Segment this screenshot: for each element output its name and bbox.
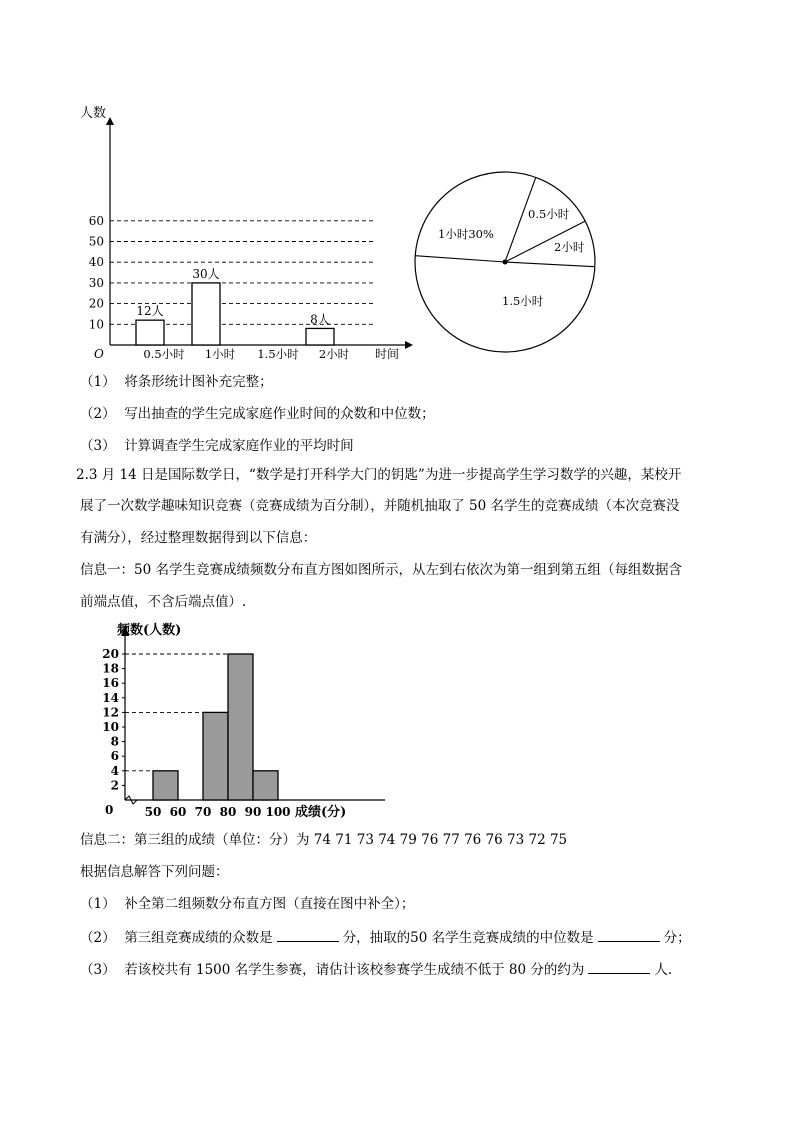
y-tick-20: 20	[88, 296, 104, 311]
q1-item-2: （2） 写出抽查的学生完成家庭作业时间的众数和中位数；	[80, 406, 435, 422]
pie-chart-study-time	[410, 165, 600, 355]
y-tick-20: 20	[102, 647, 119, 661]
origin-label: 0	[105, 803, 114, 817]
x-tick-70: 70	[194, 805, 212, 819]
bar-0	[136, 320, 164, 345]
answer-blank-median[interactable]	[598, 927, 660, 942]
slice-label-3: 1.5小时	[502, 294, 544, 308]
pie-center	[503, 260, 508, 265]
x-tick-80: 80	[219, 805, 237, 819]
y-tick-40: 40	[88, 255, 104, 270]
y-tick-10: 10	[88, 317, 104, 332]
slice-label-0: 1小时30%	[438, 227, 494, 241]
q2-sub-1: （1） 补全第二组频数分布直方图（直接在图中补全）；	[80, 896, 415, 912]
q1-item-3: （3） 计算调查学生完成家庭作业的平均时间	[80, 438, 354, 454]
q2-intro-line-3: 有满分），经过整理数据得到以下信息：	[80, 530, 317, 546]
q2-sub-2: （2） 第三组竞赛成绩的众数是 分，抽取的50 名学生竞赛成绩的中位数是 分；	[80, 927, 691, 947]
answer-blank-count[interactable]	[588, 959, 650, 974]
y-axis-label: 人数	[80, 106, 107, 121]
bar-label-3: 8人	[310, 312, 330, 327]
bar-chart-study-time	[70, 95, 415, 365]
y-tick-16: 16	[102, 676, 119, 691]
x-tick-1: 1小时	[204, 347, 236, 361]
q2-intro-line-2: 展了一次数学趣味知识竞赛（竞赛成绩为百分制），并随机抽取了 50 名学生的竞赛成绩（本次竞赛没	[80, 498, 680, 514]
y-tick-12: 12	[102, 705, 119, 720]
q1-item-1: （1） 将条形统计图补充完整；	[80, 374, 273, 390]
y-tick-10: 10	[102, 720, 119, 734]
x-tick-2: 1.5小时	[257, 347, 299, 361]
x-axis-label: 成绩(分)	[295, 805, 347, 820]
origin-label: O	[94, 347, 104, 361]
x-tick-0: 0.5小时	[143, 347, 185, 361]
y-tick-14: 14	[102, 690, 119, 705]
bar-label-0: 12人	[136, 304, 164, 319]
x-tick-60: 60	[169, 805, 187, 819]
q2-sub-3: （3） 若该校共有 1500 名学生参赛，请估计该校参赛学生成绩不低于 80 分的约为 人.	[80, 959, 672, 979]
q2-intro-line-1: 2.3 月 14 日是国际数学日，“数学是打开科学大门的钥匙”为进一步提高学生学习数学的兴趣，某校开	[76, 467, 682, 483]
x-tick-50: 50	[144, 805, 162, 819]
bar-1	[192, 283, 220, 345]
hist-bar-3	[228, 654, 253, 800]
x-tick-100: 100	[265, 805, 291, 819]
q2-info2: 信息二：第三组的成绩（单位：分）为 74 71 73 74 79 76 77 76 76 73 72 75	[80, 832, 568, 848]
slice-label-1: 0.5小时	[528, 207, 570, 221]
hist-bar-0	[153, 771, 178, 800]
bar-label-1: 30人	[192, 266, 220, 281]
y-axis-arrow	[106, 117, 114, 125]
x-tick-90: 90	[244, 805, 262, 819]
slice-label-2: 2小时	[554, 240, 585, 254]
x-axis-label: 时间	[375, 347, 400, 361]
y-tick-6: 6	[110, 749, 119, 764]
q2-prompt: 根据信息解答下列问题：	[80, 864, 229, 880]
hist-bar-2	[203, 712, 228, 800]
histogram-scores	[95, 618, 385, 826]
y-tick-4: 4	[110, 763, 119, 778]
y-tick-50: 50	[88, 234, 104, 249]
y-tick-8: 8	[110, 734, 119, 749]
y-tick-18: 18	[102, 661, 119, 676]
y-tick-2: 2	[110, 778, 119, 793]
x-tick-3: 2小时	[318, 347, 350, 361]
hist-bar-4	[253, 771, 278, 800]
q2-info1-line-2: 前端点值，不含后端点值）.	[80, 594, 247, 610]
q2-info1-line-1: 信息一：50 名学生竞赛成绩频数分布直方图如图所示，从左到右依次为第一组到第五组（每组数据含	[80, 562, 682, 578]
y-tick-60: 60	[88, 213, 104, 228]
bar-3	[306, 328, 334, 345]
y-tick-30: 30	[88, 275, 104, 290]
answer-blank-mode[interactable]	[277, 927, 339, 942]
y-axis-label: 频数(人数)	[117, 623, 182, 638]
